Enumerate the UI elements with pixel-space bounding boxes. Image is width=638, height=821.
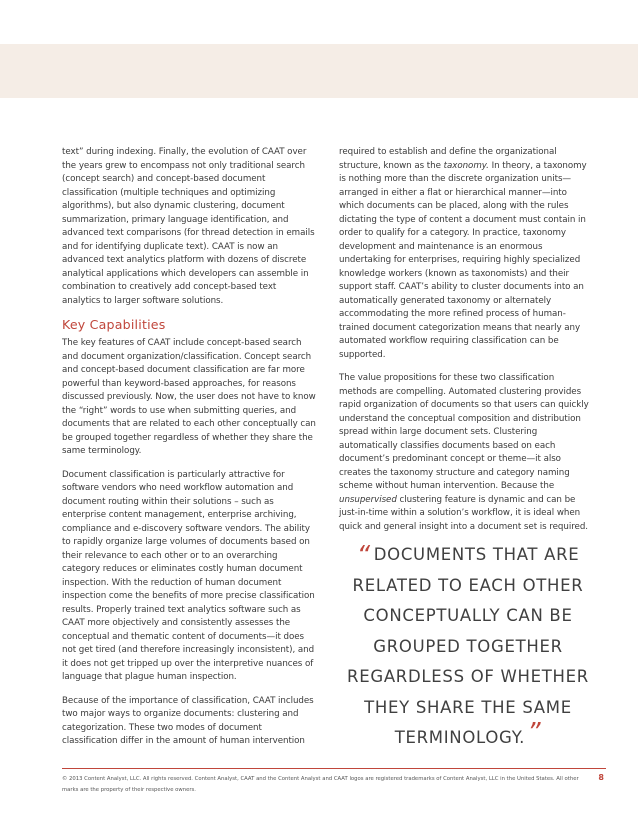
body-paragraph: Because of the importance of classification, CAAT includes two major ways to organize documents: clustering and categorization. These two modes of document classification differ in the amount of human intervention [62, 695, 314, 746]
emphasis-term: taxonomy. [443, 160, 489, 171]
body-paragraph [339, 146, 591, 362]
right-column [339, 146, 591, 544]
emphasis-term: unsupervised [339, 494, 397, 505]
footer-copyright: © 2013 Content Analyst, LLC. All rights reserved. Content Analyst, CAAT and the Content Analyst and CAAT logos are registered trademarks of Content Analyst, LLC in the United States. All other marks are the property of their respective owners. [62, 776, 579, 793]
page-number: 8 [598, 773, 604, 782]
pull-quote-text: DOCUMENTS THAT ARE RELATED TO EACH OTHER CONCEPTUALLY CAN BE GROUPED TOGETHER REGARDLESS OF WHETHER THEY SHARE THE SAME TERMINOLOGY. [347, 545, 589, 747]
body-paragraph: Document classification is particularly attractive for software vendors who need workflow automation and document routing within their solutions – such as enterprise content management, enterprise archiving, compliance and e-discovery software vendors. The ability to rapidly organize large volumes of documents based on their relevance to each other or to an overarching category reduces or eliminates costly human document inspection. With the reduction of human document inspection come the benefits of more precise classification results. Properly trained text analytics software such as CAAT more objectively and consistently assesses the conceptual and thematic content of documents—it does not get tired (and therefore increasingly inconsistent), and it does not get tripped up over the interpretive nuances of language that plague human inspection. [62, 469, 315, 682]
open-quote-mark: “ [356, 541, 371, 571]
pull-quote [346, 540, 590, 754]
header-band [0, 44, 638, 98]
body-paragraph: The key features of CAAT include concept-based search and document organization/classification. Concept search and concept-based document classification are far more powerful than keyword-based approaches, for reasons discussed previously. Now, the user does not have to know the “right” words to use when submitting queries, and documents that are related to each other conceptually can be grouped together regardless of whether they share the same terminology. [62, 338, 316, 456]
text-run: required to establish and define the organizational structure, known as the [339, 147, 557, 171]
close-quote-mark: ” [527, 718, 542, 748]
intro-paragraph: text” during indexing. Finally, the evolution of CAAT over the years grew to encompass not only traditional search (concept search) and concept-based document classification (multiple techniques and optimizing algorithms), but also dynamic clustering, document summarization, primary language identification, and advanced text comparisons (for thread detection in emails and for identifying duplicate text). CAAT is now an advanced text analytics platform with dozens of discrete analytical applications which developers can assemble in combination to creatively add concept-based text analytics to larger software solutions. [62, 147, 315, 306]
footer-divider [62, 768, 606, 769]
section-heading: Key Capabilities [62, 317, 166, 332]
left-column [62, 146, 316, 759]
text-run: clustering feature is dynamic and can be just-in-time within a solution’s workflow, it is ideal when quick and general insight into a document set is required. [339, 494, 589, 532]
body-paragraph [339, 372, 591, 534]
text-run: The value propositions for these two classification methods are compelling. Automated clustering provides rapid organization of documents so that users can quickly understand the conceptual composition and distribution spread within large document sets. Clustering automatically classifies documents based on each document’s predominant concept or theme—it also creates the taxonomy structure and category naming scheme without human intervention. Because the [339, 373, 589, 491]
text-run: In theory, a taxonomy is nothing more than the discrete organization units—arranged in either a flat or hierarchical manner—into which documents can be placed, along with the rules dictating the type of content a document must contain in order to qualify for a category. In practice, taxonomy development and maintenance is an enormous undertaking for enterprises, requiring highly specialized knowledge workers (known as taxonomists) and their support staff. CAAT’s ability to cluster documents into an automatically generated taxonomy or alternately accommodating the more refined process of human-trained document categorization means that nearly any automated workflow requiring classification can be supported. [339, 160, 587, 360]
